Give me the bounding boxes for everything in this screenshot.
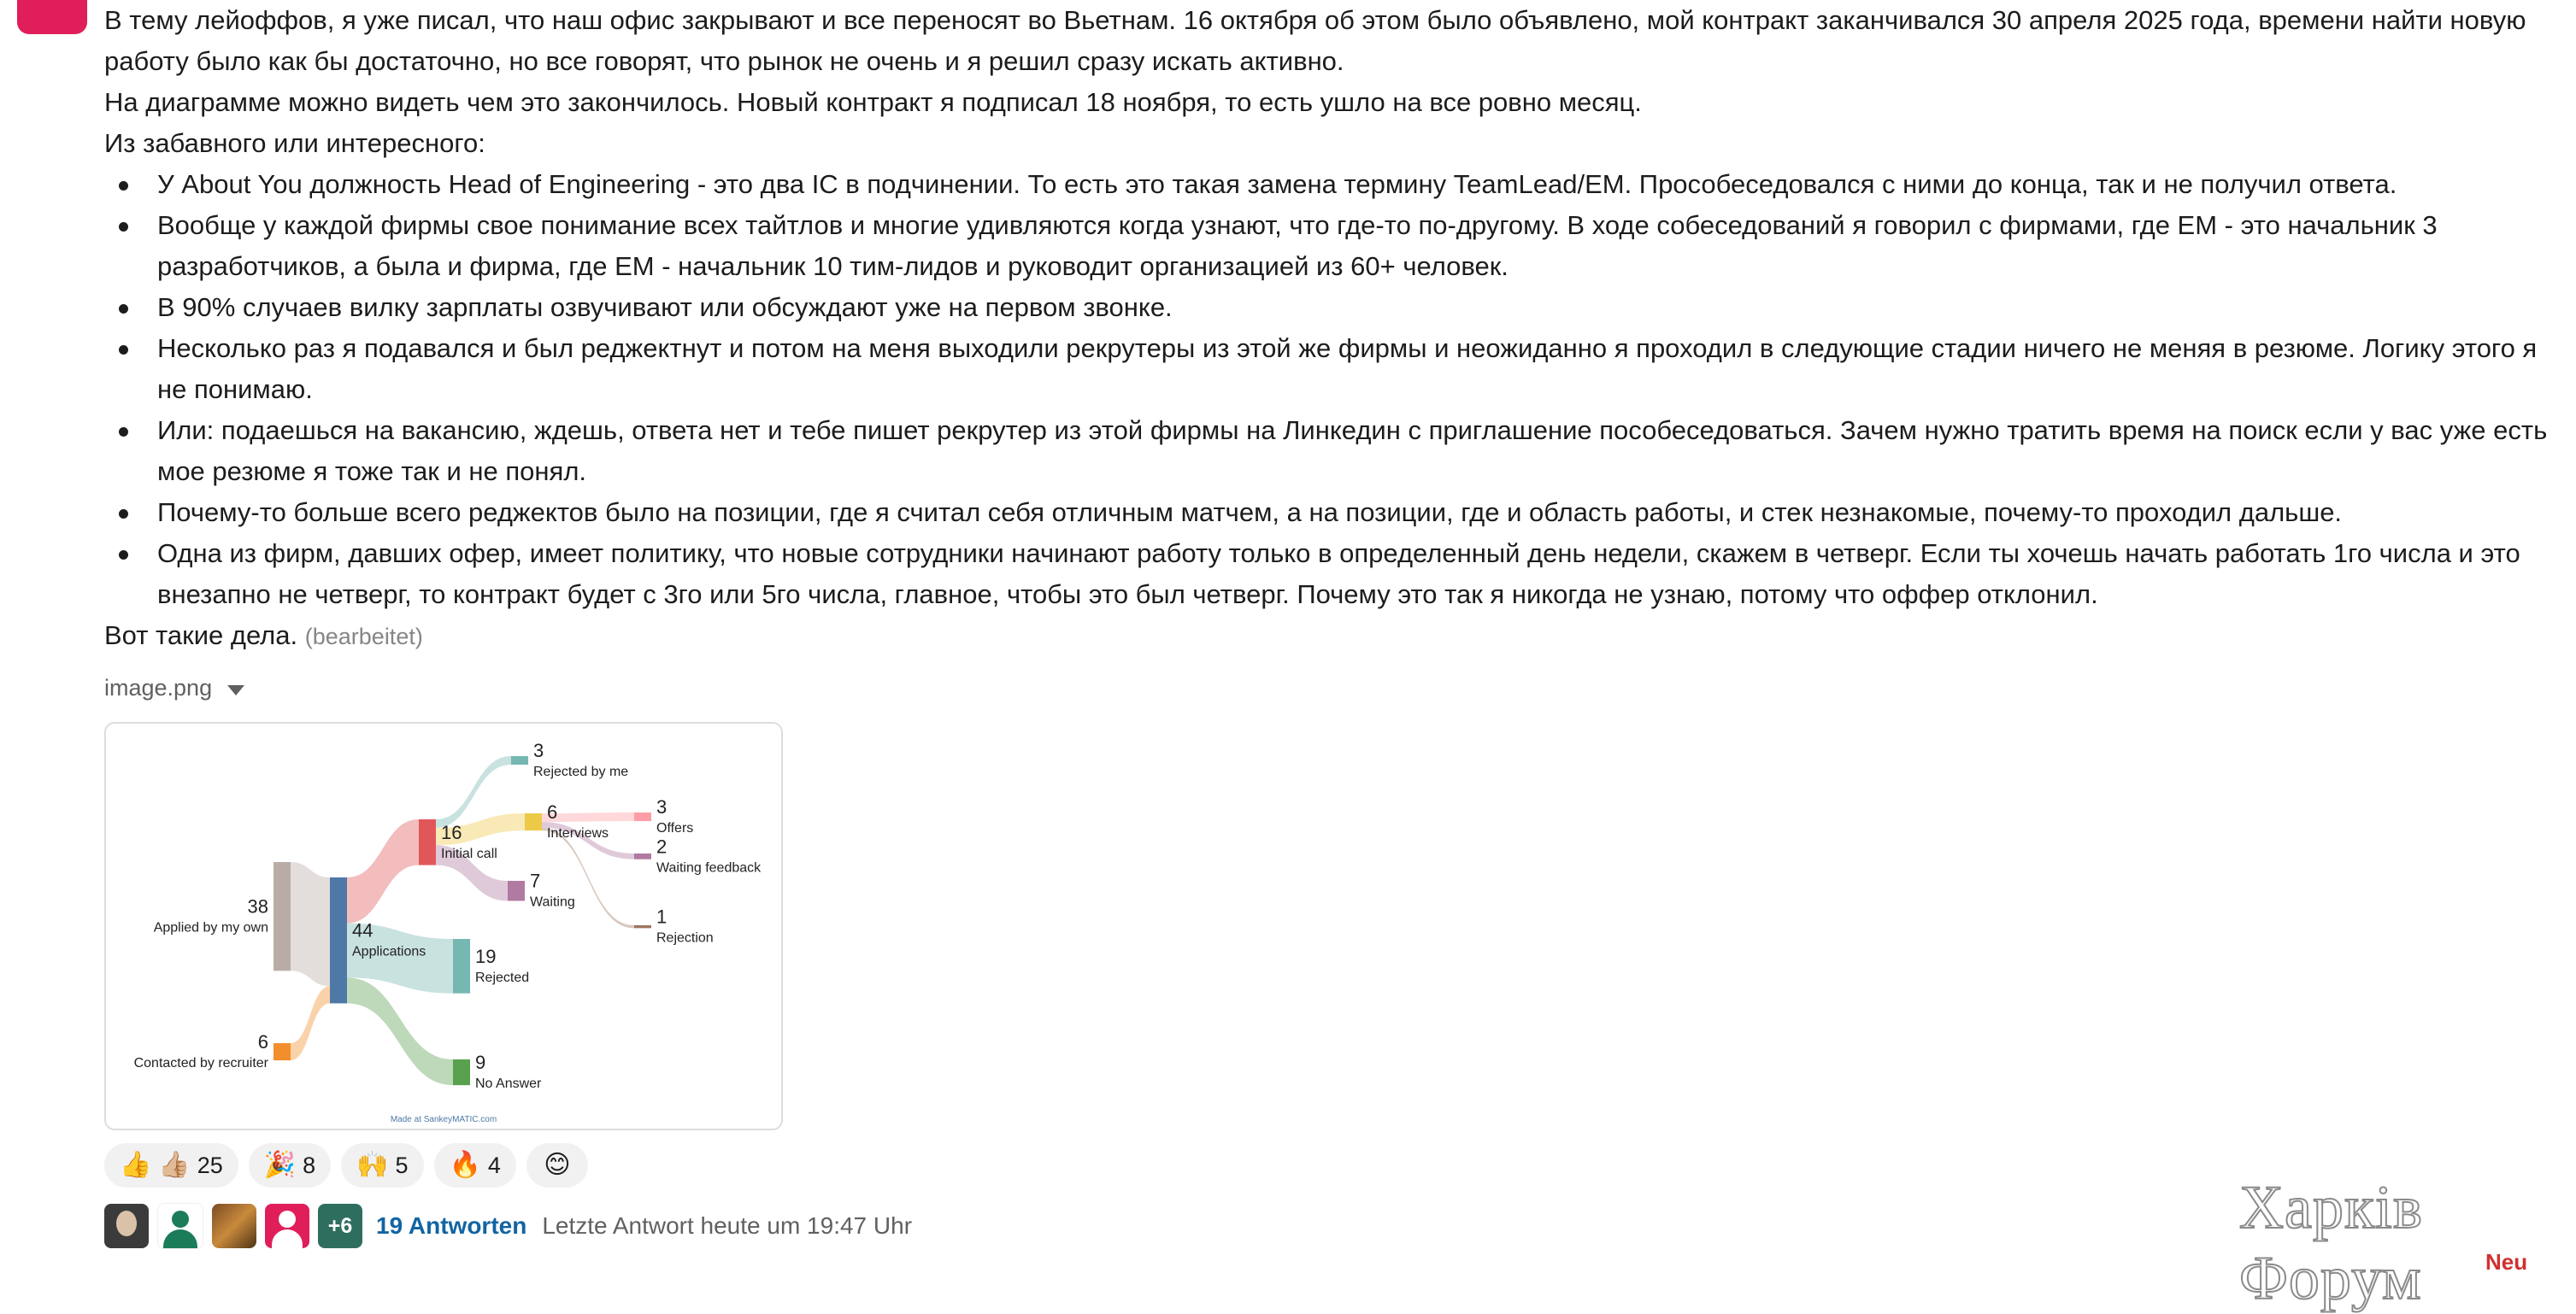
new-indicator: Neu [2485,1249,2528,1275]
reaction-count: 4 [487,1152,501,1178]
reaction-fire[interactable] [434,1143,516,1188]
sankey-value-interviews: 6 [547,801,558,824]
sankey-link-applications-noanswer [347,977,453,1085]
watermark-logo: Харків Форум [2239,1173,2423,1312]
sankey-credit: Made at SankeyMATIC.com [390,1115,497,1124]
sankey-link-recruiter-applications [291,986,330,1060]
sankey-label-recruiter: Contacted by recruiter [133,1056,268,1071]
paragraph-intro: В тему лейоффов, я уже писал, что наш офис закрывают и все переносят во Вьетнам. 16 октября об этом было объявлено, мой контракт заканчивался 30 апреля 2025 года, времени найти новую работу было как бы достаточно, но все говорят, что рынок не очень и я решил сразу искать активно. [104,5,2526,76]
fire-icon: 🔥 [449,1151,481,1179]
list-item: Почему-то больше всего реджектов было на позиции, где я считал себя отличным матчем, а на позиции, где и область работы, и стек незнакомые, почему-то проходил дальше. [104,492,2566,533]
author-avatar[interactable] [17,0,87,34]
thread-replies-link[interactable]: 19 Antworten [376,1212,527,1239]
reply-avatar[interactable] [265,1204,309,1248]
reaction-count: 25 [197,1152,223,1178]
sankey-node-rejection [634,925,651,928]
more-repliers-badge[interactable]: +6 [318,1204,362,1248]
attachment-image[interactable] [104,722,783,1130]
add-reaction-button[interactable] [526,1143,588,1188]
sankey-node-waiting [508,881,525,900]
attachment-filename[interactable]: image.png [104,675,213,701]
sankey-node-applications [330,877,347,1003]
sankey-value-waiting: 7 [530,870,541,892]
sankey-label-interviews: Interviews [547,826,609,842]
sankey-node-rejected [453,939,470,994]
bullet-list [104,164,2566,615]
message-body [104,0,2566,657]
list-item: Одна из фирм, давших офер, имеет политику, что новые сотрудники начинают работу только в определенный день недели, скажем в четверг. Если ты хочешь начать работать 1го числа и это внезапно не четверг, то контракт будет с 3го или 5го числа, главное, чтобы это был четверг. Почему это так я никогда не узнаю, потому что оффер отклонил. [104,533,2566,615]
raised-hands-icon: 🙌 [356,1151,389,1179]
sankey-label-own: Applied by my own [153,920,268,936]
sankey-value-rejection: 1 [656,906,668,928]
sankey-value-applications: 44 [352,919,373,942]
paragraph-interesting: Из забавного или интересного: [104,128,485,158]
sankey-link-applications-initial [347,819,419,924]
sankey-label-rejection: Rejection [656,930,714,946]
list-item: У About You должность Head of Engineering - это два IC в подчинении. То есть это такая замена термину TeamLead/EM. Прособеседовался с ними до конца, так и не получил ответа. [104,164,2566,205]
attachment-header[interactable] [104,675,244,701]
reaction-tada[interactable] [249,1143,331,1188]
caret-down-icon[interactable] [227,685,244,695]
sankey-value-rejected: 19 [475,945,497,967]
thread-last-reply: Letzte Antwort heute um 19:47 Uhr [542,1212,913,1239]
sankey-node-rejected_me [511,756,528,765]
sankey-label-noanswer: No Answer [475,1076,542,1092]
sankey-label-initial: Initial call [441,846,497,861]
reaction-count: 8 [303,1152,316,1178]
paragraph-closing [104,615,2566,657]
list-item: Несколько раз я подавался и был реджектнут и потом на меня выходили рекрутеры из этой же фирмы и неожиданно я проходил в следующие стадии ничего не меняя в резюме. Логику этого я не понимаю. [104,328,2566,410]
sankey-node-recruiter [273,1043,291,1060]
sankey-node-offers [634,812,651,821]
sankey-value-rejected_me: 3 [533,740,544,762]
sankey-value-initial: 16 [441,821,462,843]
sankey-label-waiting: Waiting [530,895,575,910]
sankey-link-own-applications [291,862,330,986]
list-item: Или: подаешься на вакансию, ждешь, ответа нет и тебе пишет рекрутер из этой фирмы на Линкедин с приглашение пособеседоваться. Зачем нужно тратить время на поиск если у вас уже есть мое резюме я тоже так и не понял. [104,410,2566,492]
reaction-bar [104,1143,588,1188]
paragraph-diagram: На диаграмме можно видеть чем это закончилось. Новый контракт я подписал 18 ноября, то есть ушло на все ровно месяц. [104,87,1642,117]
reply-avatar[interactable] [212,1204,256,1248]
sankey-label-applications: Applications [352,944,426,959]
sankey-node-waiting_feedback [634,854,651,859]
reply-avatar[interactable] [104,1204,149,1248]
sankey-value-waiting_feedback: 2 [656,836,668,858]
sankey-label-waiting_feedback: Waiting feedback [656,860,762,876]
closing-text: Вот такие дела. [104,620,298,650]
sankey-value-recruiter: 6 [257,1031,268,1053]
sankey-node-own [273,862,291,971]
tada-icon: 🎉 [263,1151,297,1179]
list-item: В 90% случаев вилку зарплаты озвучивают или обсуждают уже на первом звонке. [104,287,2566,328]
reaction-thumbs-up[interactable] [104,1143,238,1188]
sankey-node-initial [419,819,436,865]
sankey-value-own: 38 [247,895,268,918]
sankey-node-noanswer [453,1059,470,1085]
edited-label: (bearbeitet) [304,624,423,649]
thumbs-up-icon: 👍 [120,1151,152,1179]
reaction-raised-hands[interactable] [341,1143,423,1188]
sankey-label-rejected_me: Rejected by me [533,765,629,780]
sankey-chart [106,724,781,1129]
sankey-label-offers: Offers [656,821,694,836]
reply-avatar[interactable] [157,1203,203,1249]
sankey-label-rejected: Rejected [475,970,530,985]
add-reaction-icon: 😊 [544,1151,571,1179]
reaction-count: 5 [395,1152,409,1178]
thumbs-up-medium-skin-icon: 👍🏼 [158,1151,191,1179]
thread-summary[interactable] [104,1203,912,1249]
sankey-value-offers: 3 [656,796,668,818]
list-item: Вообще у каждой фирмы свое понимание всех тайтлов и многие удивляются когда узнают, что где-то по-другому. В ходе собеседований я говорил с фирмами, где EM - это начальник 3 разработчиков, а была и фирма, где EM - начальник 10 тим-лидов и руководит организацией из 60+ человек. [104,205,2566,287]
sankey-value-noanswer: 9 [475,1052,486,1074]
sankey-node-interviews [525,813,542,830]
